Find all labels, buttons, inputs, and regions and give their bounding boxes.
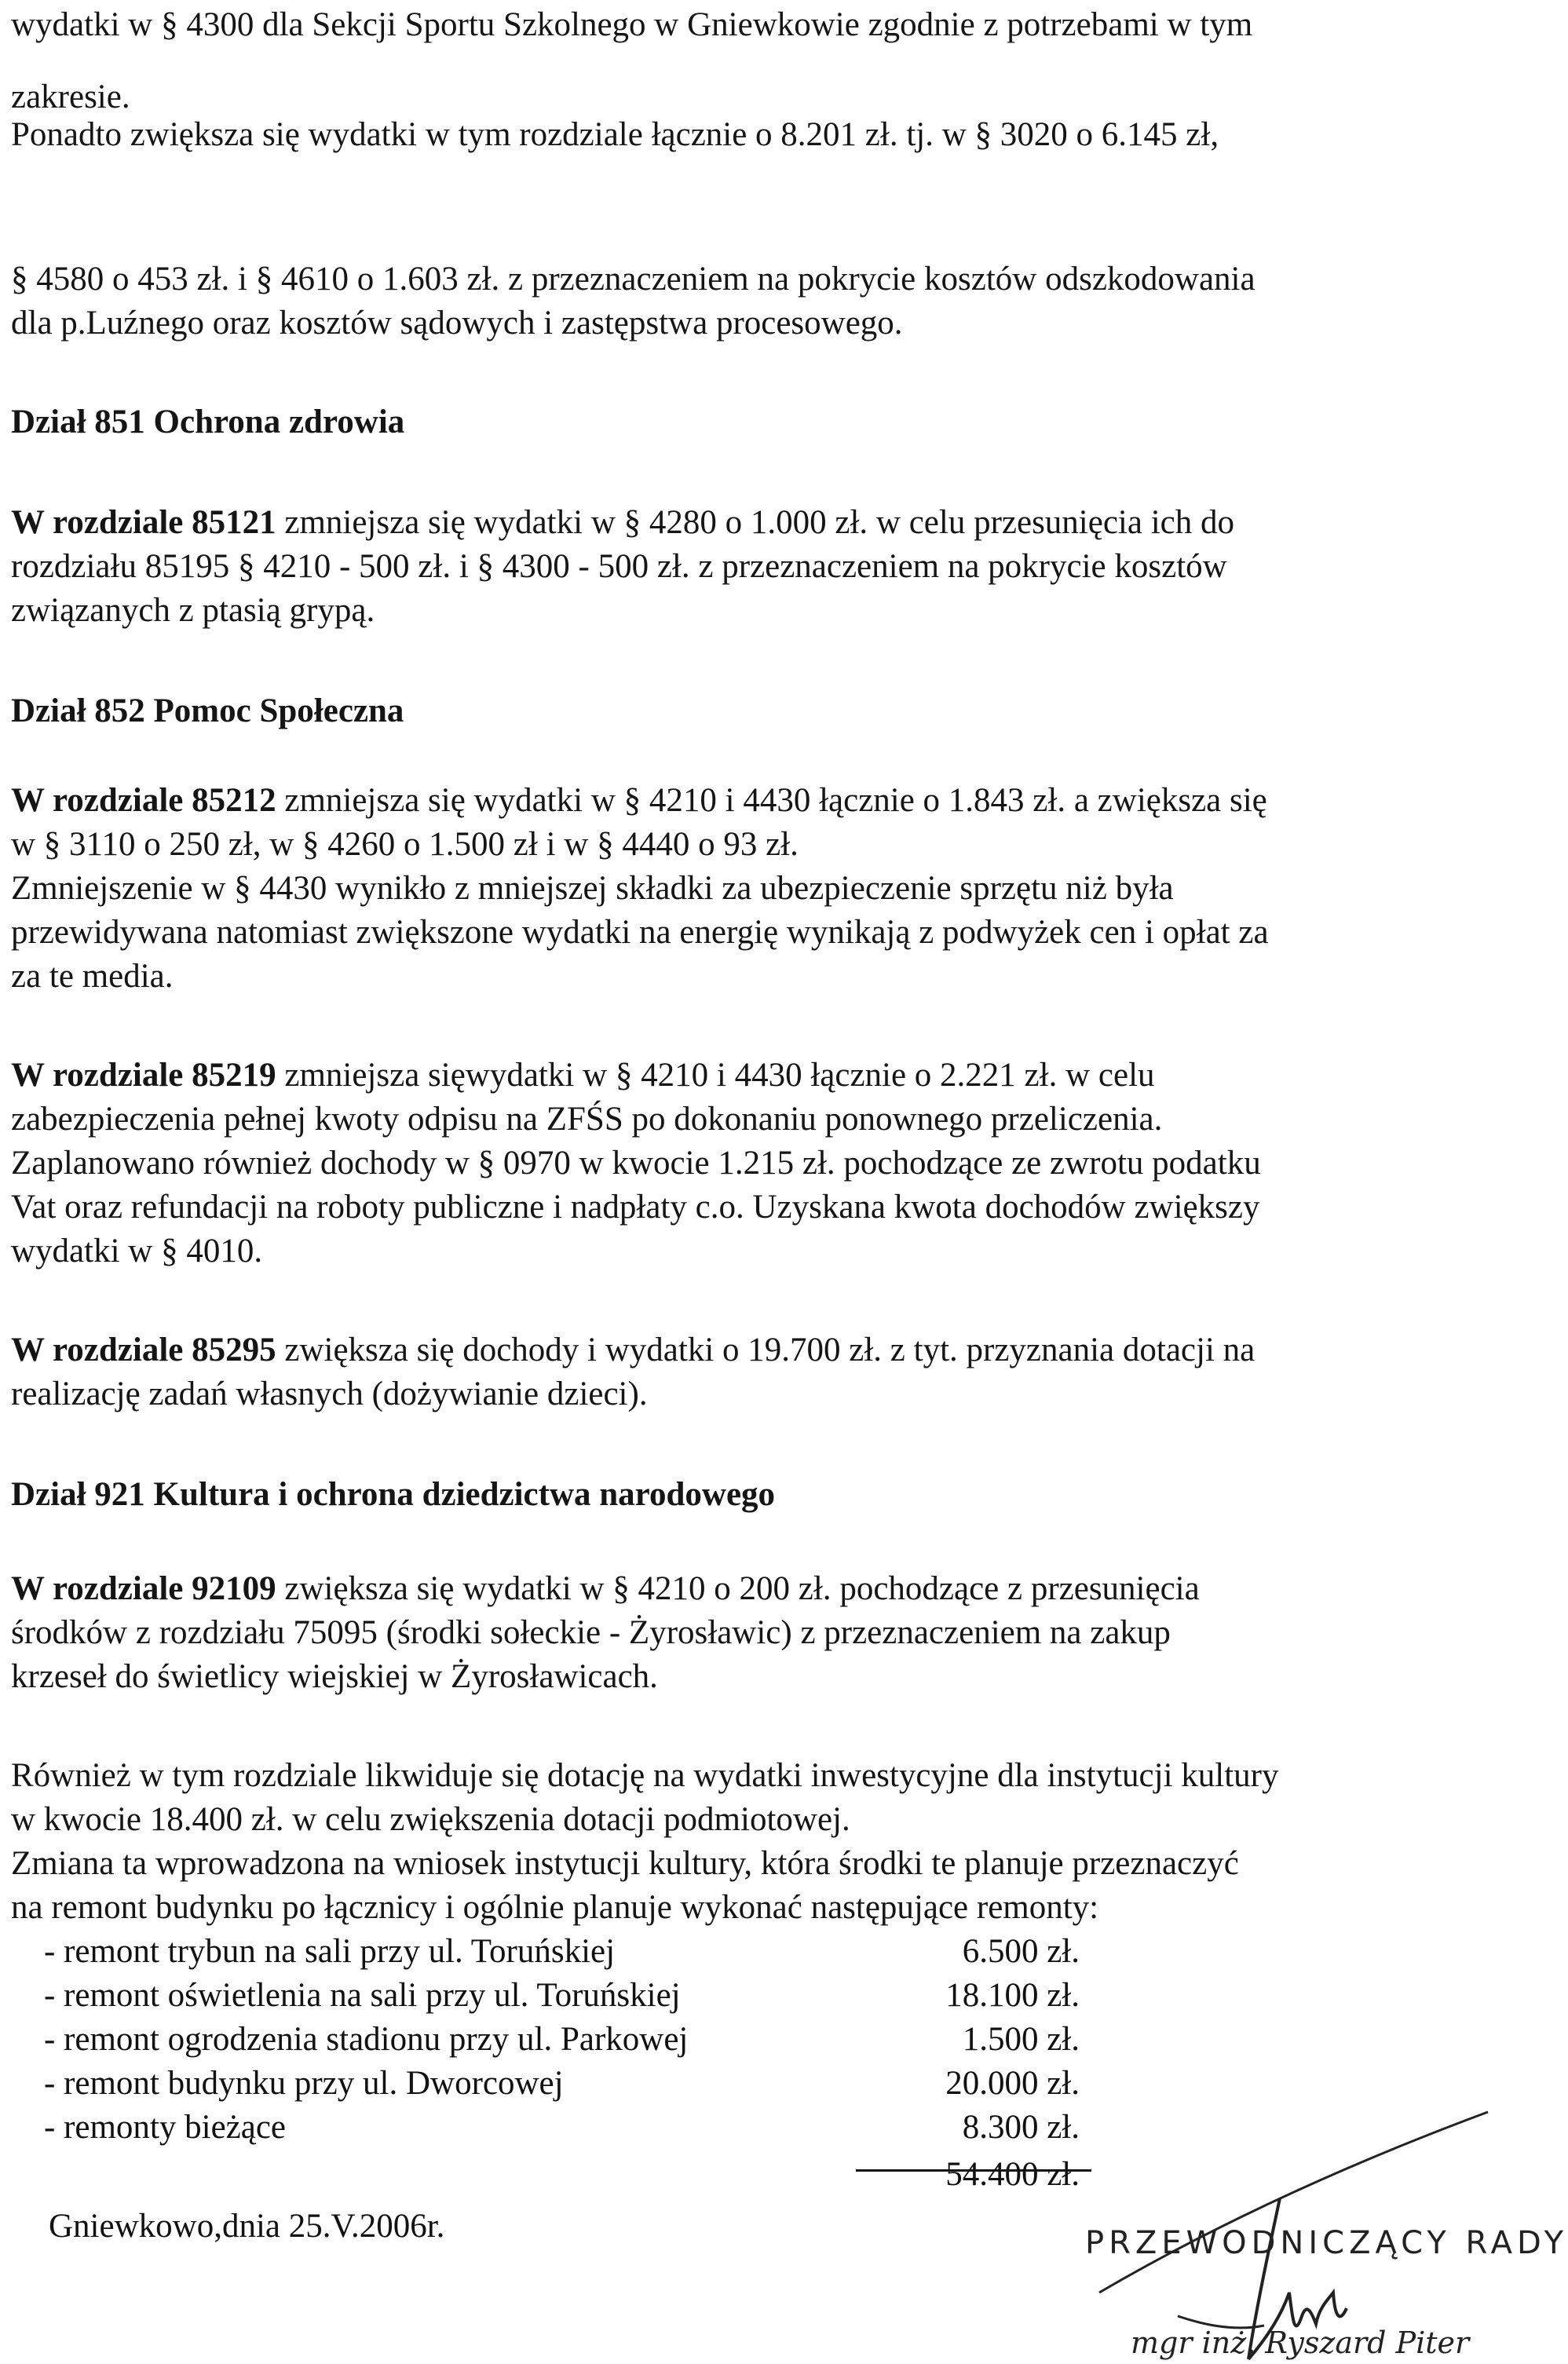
text-line <box>11 824 799 865</box>
line-text: środków z rozdziału 75095 (środki sołeckie - Żyrosławic) z przeznaczeniem na zakup <box>11 1614 1171 1651</box>
remont-amount: 6.500 zł. <box>962 1933 1080 1970</box>
text-line <box>11 77 130 118</box>
line-text: zmniejsza się wydatki w § 4210 i 4430 łącznie o 1.843 zł. a zwiększa się <box>276 782 1267 819</box>
bold-lead: W rozdziale 85295 <box>11 1332 276 1368</box>
signature-drawing <box>1084 2081 1488 2364</box>
text-line <box>11 590 375 631</box>
line-text: wydatki w § 4300 dla Sekcji Sportu Szkolnego w Gniewkowie zgodnie z potrzebami w tym <box>11 6 1253 43</box>
text-line <box>11 303 903 344</box>
place-date: Gniewkowo,dnia 25.V.2006r. <box>49 2208 445 2245</box>
line-text: rozdziału 85195 § 4210 - 500 zł. i § 4300 - 500 zł. z przeznaczeniem na pokrycie kosztów <box>11 548 1227 585</box>
line-text: zabezpieczenia pełnej kwoty odpisu na ZFŚS po dokonaniu ponownego przeliczenia. <box>11 1101 1163 1138</box>
section-heading <box>11 402 404 443</box>
text-line <box>11 1374 648 1415</box>
line-text: Zaplanowano również dochody w § 0970 w kwocie 1.215 zł. pochodzące ze zwrotu podatku <box>11 1145 1261 1182</box>
bold-lead: W rozdziale 85212 <box>11 782 276 819</box>
text-line <box>11 115 1219 155</box>
line-text: w § 3110 o 250 zł, w § 4260 o 1.500 zł i w § 4440 o 93 zł. <box>11 826 799 863</box>
text-line <box>11 868 1174 909</box>
remont-label: - remont ogrodzenia stadionu przy ul. Parkowej <box>44 2021 689 2058</box>
line-text: przewidywana natomiast zwiększone wydatki na energię wynikają z podwyżek cen i opłat za <box>11 914 1269 951</box>
bold-lead: Dział 921 Kultura i ochrona dziedzictwa narodowego <box>11 1476 776 1513</box>
line-text: Ponadto zwiększa się wydatki w tym rozdziale łącznie o 8.201 zł. tj. w § 3020 o 6.145 zł, <box>11 116 1219 153</box>
line-text: Również w tym rozdziale likwiduje się dotację na wydatki inwestycyjne dla instytucji kultury <box>11 1757 1279 1794</box>
text-line <box>11 546 1227 587</box>
line-text: za te media. <box>11 958 174 995</box>
text-line <box>11 1099 1162 1140</box>
text-line <box>11 1756 1279 1796</box>
text-line <box>11 1613 1171 1653</box>
text-line <box>11 1187 1259 1228</box>
line-text: krzeseł do świetlicy wiejskiej w Żyrosławicach. <box>11 1658 658 1695</box>
stamp-name: mgr inż. Ryszard Piter <box>1131 2326 1470 2360</box>
text-line <box>11 5 1252 46</box>
remont-amount: 20.000 zł. <box>945 2065 1080 2102</box>
section-heading <box>11 691 404 732</box>
line-text: dla p.Luźnego oraz kosztów sądowych i zastępstwa procesowego. <box>11 305 903 342</box>
text-line <box>11 912 1269 953</box>
text-line <box>11 1657 658 1697</box>
text-line <box>11 1330 1255 1371</box>
line-text: zwiększa się wydatki w § 4210 o 200 zł. pochodzące z przesunięcia <box>276 1570 1200 1607</box>
signature-block <box>1084 2081 1568 2364</box>
text-line <box>11 1231 262 1272</box>
text-line <box>11 1843 1239 1884</box>
line-text: zakresie. <box>11 79 130 115</box>
remont-label: - remont oświetlenia na sali przy ul. Toruńskiej <box>44 1977 681 2014</box>
line-text: Vat oraz refundacji na roboty publiczne i nadpłaty c.o. Uzyskana kwota dochodów zwiększy <box>11 1189 1260 1226</box>
bold-lead: W rozdziale 85219 <box>11 1057 276 1094</box>
line-text: Zmniejszenie w § 4430 wynikło z mniejszej składki za ubezpieczenie sprzętu niż była <box>11 870 1174 907</box>
remont-label: - remont budynku przy ul. Dworcowej <box>44 2065 564 2102</box>
line-text: Zmiana ta wprowadzona na wniosek instytucji kultury, która środki te planuje przeznaczyć <box>11 1845 1239 1882</box>
bold-lead: Dział 852 Pomoc Społeczna <box>11 692 404 729</box>
bold-lead: W rozdziale 92109 <box>11 1570 276 1607</box>
bold-lead: W rozdziale 85121 <box>11 504 276 541</box>
line-text: zmniejsza sięwydatki w § 4210 i 4430 łącznie o 2.221 zł. w celu <box>276 1057 1155 1094</box>
line-text: zmniejsza się wydatki w § 4280 o 1.000 zł. w celu przesunięcia ich do <box>276 504 1234 541</box>
total-amount: 54.400 zł. <box>945 2156 1080 2193</box>
line-text: § 4580 o 453 zł. i § 4610 o 1.603 zł. z przeznaczeniem na pokrycie kosztów odszkodowania <box>11 261 1255 298</box>
line-text: realizację zadań własnych (dożywianie dzieci). <box>11 1376 648 1412</box>
line-text: związanych z ptasią grypą. <box>11 592 375 629</box>
remont-amount: 18.100 zł. <box>945 1977 1080 2014</box>
text-line <box>11 1143 1261 1184</box>
remont-label: - remonty bieżące <box>44 2109 286 2146</box>
line-text: zwiększa się dochody i wydatki o 19.700 zł. z tyt. przyznania dotacji na <box>276 1332 1255 1368</box>
text-line <box>11 1055 1155 1096</box>
section-heading <box>11 1474 775 1515</box>
line-text: wydatki w § 4010. <box>11 1233 263 1270</box>
text-line <box>11 956 174 997</box>
text-line <box>11 259 1255 300</box>
text-line <box>11 1887 1098 1928</box>
bold-lead: Dział 851 Ochrona zdrowia <box>11 404 405 440</box>
text-line <box>11 502 1234 543</box>
remont-label: - remont trybun na sali przy ul. Toruńskiej <box>44 1933 616 1970</box>
text-line <box>11 780 1267 821</box>
remont-amount: 8.300 zł. <box>962 2109 1080 2146</box>
text-line <box>11 1569 1200 1609</box>
text-line <box>11 1799 850 1840</box>
line-text: w kwocie 18.400 zł. w celu zwiększenia dotacji podmiotowej. <box>11 1801 850 1838</box>
stamp-title: PRZEWODNICZĄCY RADY <box>1085 2225 1568 2261</box>
line-text: na remont budynku po łącznicy i ogólnie planuje wykonać następujące remonty: <box>11 1889 1099 1926</box>
remont-amount: 1.500 zł. <box>962 2021 1080 2058</box>
